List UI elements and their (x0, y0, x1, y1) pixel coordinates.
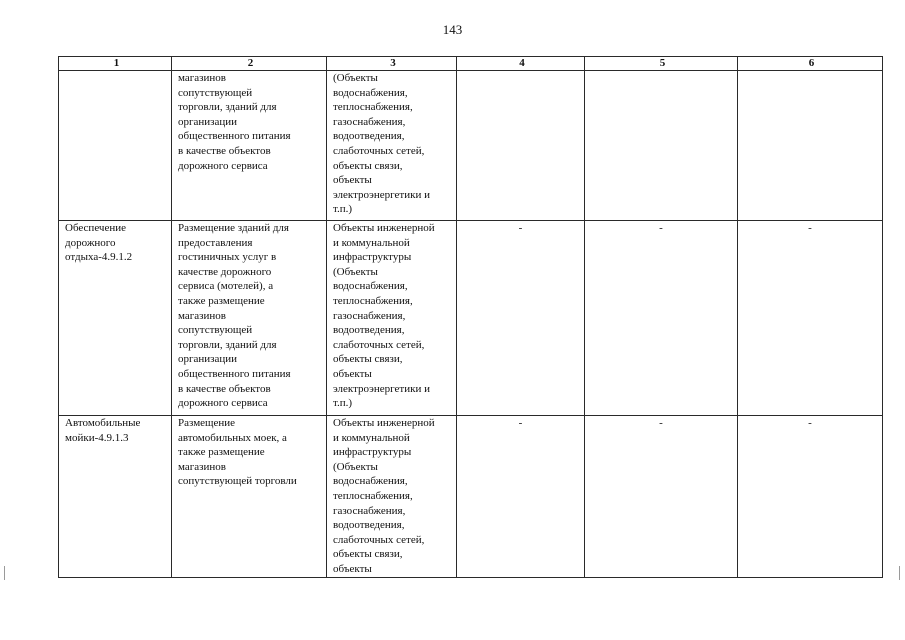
column-5-text: - (659, 222, 663, 234)
land-use-table (58, 56, 883, 578)
column-5-text: - (659, 417, 663, 429)
use-description-cell (172, 221, 327, 416)
column-5-cell (585, 416, 738, 578)
column-header-6: 6 (738, 57, 883, 71)
auxiliary-use-cell (327, 71, 457, 221)
use-type-cell (59, 221, 172, 416)
scan-edge-mark-right (899, 566, 900, 580)
column-4-text: - (518, 417, 523, 429)
column-6-text: - (808, 417, 812, 429)
use-description-text: Размещение автомобильных моек, а также размещение магазинов сопутствующей торговли (178, 417, 297, 488)
page-number: 143 (442, 22, 463, 37)
column-header-4: 4 (457, 57, 585, 71)
auxiliary-use-text: Объекты инженерной и коммунальной инфраструктуры (Объекты водоснабжения, теплоснабжения, газоснабжения, водоотведения, слаботочных сетей, объекты связи, объекты электроэнергетики и т.п.) (333, 222, 435, 410)
column-6-text: - (808, 222, 812, 234)
column-5-cell (585, 71, 738, 221)
use-description-text: магазинов сопутствующей торговли, зданий для организации общественного питания в качестве объектов дорожного сервиса (178, 72, 291, 172)
column-6-cell (738, 71, 883, 221)
auxiliary-use-cell (327, 221, 457, 416)
table-row (59, 221, 883, 416)
auxiliary-use-text: (Объекты водоснабжения, теплоснабжения, газоснабжения, водоотведения, слаботочных сетей, объекты связи, объекты электроэнергетики и т.п.) (333, 72, 430, 216)
column-4-cell (457, 416, 585, 578)
auxiliary-use-cell (327, 416, 457, 578)
column-4-text: - (518, 222, 523, 234)
use-description-cell (172, 416, 327, 578)
use-type-cell (59, 71, 172, 221)
use-type-cell (59, 416, 172, 578)
column-header-5: 5 (585, 57, 738, 71)
table-row (59, 416, 883, 578)
scan-edge-mark-left (4, 566, 5, 580)
use-type-text: Обеспечение дорожного отдыха-4.9.1.2 (65, 222, 133, 264)
column-header-3: 3 (327, 57, 457, 71)
column-4-cell (457, 221, 585, 416)
use-type-text: Автомобильные мойки-4.9.1.3 (65, 417, 141, 444)
column-header-1: 1 (59, 57, 172, 71)
use-description-cell (172, 71, 327, 221)
table-row (59, 71, 883, 221)
auxiliary-use-text: Объекты инженерной и коммунальной инфраструктуры (Объекты водоснабжения, теплоснабжения, газоснабжения, водоотведения, слаботочных сетей, объекты связи, объекты (333, 417, 435, 575)
column-6-cell (738, 416, 883, 578)
column-5-cell (585, 221, 738, 416)
use-description-text: Размещение зданий для предоставления гостиничных услуг в качестве дорожного сервиса (мотелей), а также размещение магазинов сопутствующей торговли, зданий для организации общественного питания в качестве объектов дорожного сервиса (178, 222, 291, 410)
column-6-cell (738, 221, 883, 416)
table-header-row (59, 57, 883, 71)
column-header-2: 2 (172, 57, 327, 71)
column-4-cell (457, 71, 585, 221)
